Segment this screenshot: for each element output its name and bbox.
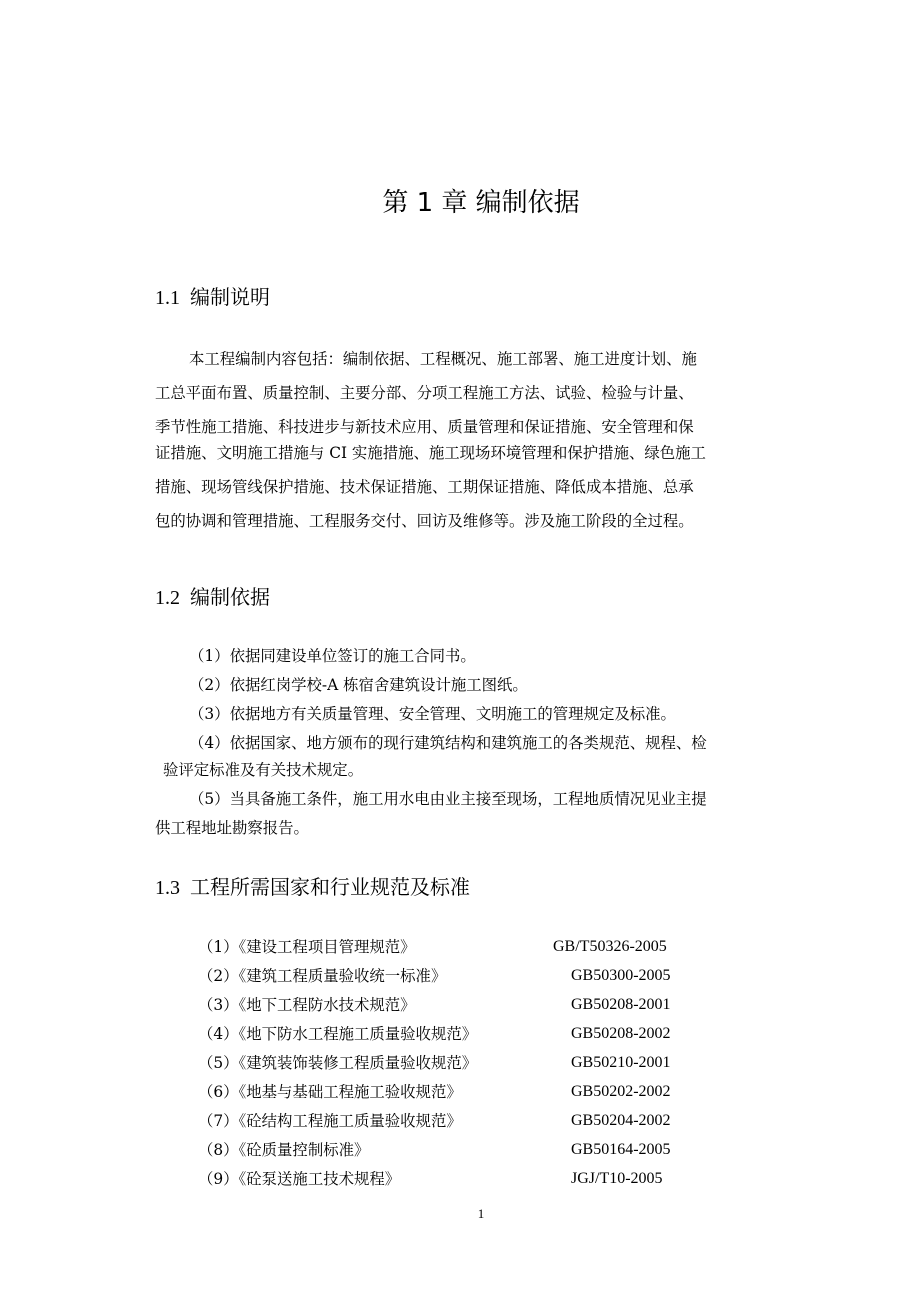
paragraph-line: 工总平面布置、质量控制、主要分部、分项工程施工方法、试验、检验与计量、 <box>155 384 694 402</box>
section-heading-1-2 <box>155 582 270 613</box>
list-item: （2）依据红岗学校-A 栋宿舍建筑设计施工图纸。 <box>189 676 528 694</box>
list-item: （4）依据国家、地方颁布的现行建筑结构和建筑施工的各类规范、规程、检 <box>189 734 707 752</box>
standard-row <box>198 1107 758 1135</box>
section-heading-1-1 <box>155 282 270 313</box>
list-item: （1）依据同建设单位签订的施工合同书。 <box>189 647 476 665</box>
standard-title: （8）《砼质量控制标准》 <box>198 1141 370 1159</box>
standard-title: （7）《砼结构工程施工质量验收规范》 <box>198 1112 462 1130</box>
standard-title: （6）《地基与基础工程施工验收规范》 <box>198 1083 462 1101</box>
standard-title: （3）《地下工程防水技术规范》 <box>198 996 416 1014</box>
standard-row <box>198 991 758 1019</box>
section-number: 1.2 <box>155 587 180 609</box>
standard-code: GB50208-2001 <box>571 996 671 1013</box>
standard-row <box>198 1078 758 1106</box>
list-item: （3）依据地方有关质量管理、安全管理、文明施工的管理规定及标准。 <box>189 705 676 723</box>
list-item-continuation: 供工程地址勘察报告。 <box>155 819 309 837</box>
standard-row <box>198 1136 758 1164</box>
section-title: 编制说明 <box>190 285 270 309</box>
section-number: 1.3 <box>155 877 180 899</box>
standard-code: GB50300-2005 <box>571 967 671 984</box>
standard-row <box>198 1165 758 1193</box>
standard-code: JGJ/T10-2005 <box>571 1170 663 1187</box>
standard-title: （4）《地下防水工程施工质量验收规范》 <box>198 1025 478 1043</box>
page-number: 1 <box>477 1206 485 1221</box>
standard-code: GB50208-2002 <box>571 1025 671 1042</box>
standard-title: （5）《建筑装饰装修工程质量验收规范》 <box>198 1054 478 1072</box>
section-title: 编制依据 <box>190 585 270 609</box>
paragraph-line: 包的协调和管理措施、工程服务交付、回访及维修等。涉及施工阶段的全过程。 <box>155 512 694 530</box>
chapter-title: 第 1 章 编制依据 <box>382 188 580 218</box>
list-item: （5）当具备施工条件，施工用水电由业主接至现场，工程地质情况见业主提 <box>189 790 707 808</box>
standard-row <box>198 962 758 990</box>
standard-code: GB50202-2002 <box>571 1083 671 1100</box>
standard-title: （1）《建设工程项目管理规范》 <box>198 938 416 956</box>
section-heading-1-3 <box>155 872 470 903</box>
standard-row <box>198 1020 758 1048</box>
paragraph-line: 本工程编制内容包括：编制依据、工程概况、施工部署、施工进度计划、施 <box>189 350 697 368</box>
paragraph-line: 措施、现场管线保护措施、技术保证措施、工期保证措施、降低成本措施、总承 <box>155 478 694 496</box>
standard-title: （9）《砼泵送施工技术规程》 <box>198 1170 401 1188</box>
standard-code: GB50164-2005 <box>571 1141 671 1158</box>
section-title: 工程所需国家和行业规范及标准 <box>190 875 470 899</box>
paragraph-line: 证措施、文明施工措施与 CI 实施措施、施工现场环境管理和保护措施、绿色施工 <box>155 444 706 462</box>
standard-row <box>198 1049 758 1077</box>
standard-row <box>198 933 758 961</box>
standard-code: GB50210-2001 <box>571 1054 671 1071</box>
list-item-continuation: 验评定标准及有关技术规定。 <box>163 761 364 779</box>
paragraph-line: 季节性施工措施、科技进步与新技术应用、质量管理和保证措施、安全管理和保 <box>155 418 694 436</box>
standard-code: GB/T50326-2005 <box>553 938 667 955</box>
standard-code: GB50204-2002 <box>571 1112 671 1129</box>
standard-title: （2）《建筑工程质量验收统一标准》 <box>198 967 447 985</box>
section-number: 1.1 <box>155 287 180 309</box>
